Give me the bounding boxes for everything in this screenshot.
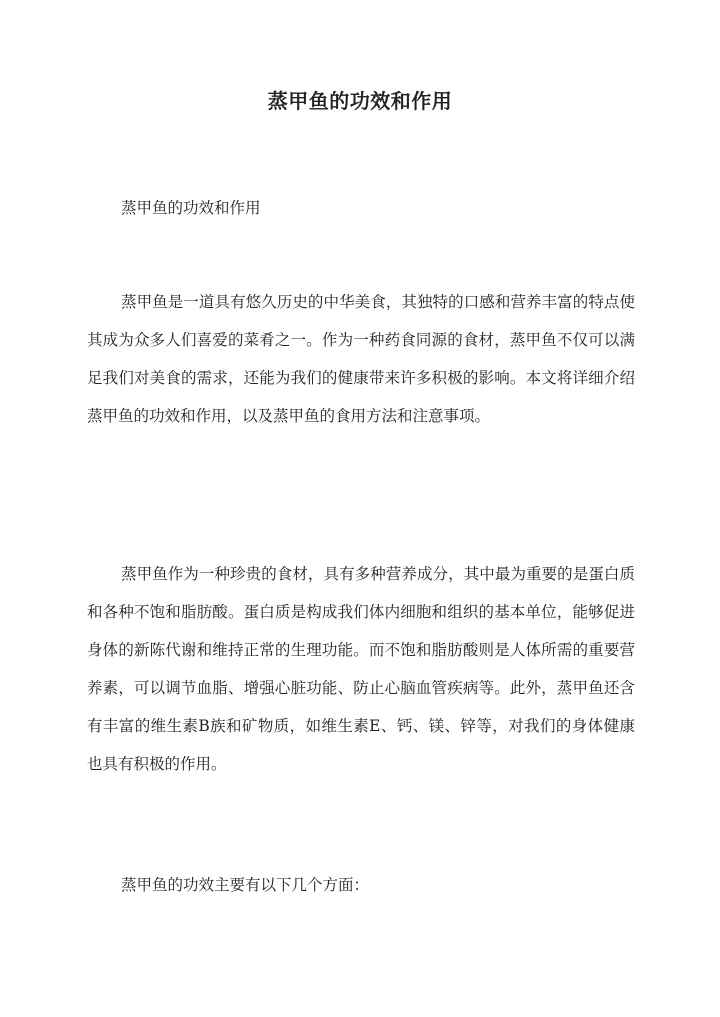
- nutrition-paragraph: 蒸甲鱼作为一种珍贵的食材，具有多种营养成分，其中最为重要的是蛋白质和各种不饱和脂肪酸。蛋白质是构成我们体内细胞和组织的基本单位，能够促进身体的新陈代谢和维持正常的生理功能。而不饱和脂肪酸则是人体所需的重要营养素，可以调节血脂、增强心脏功能、防止心脑血管疾病等。此外，蒸甲鱼还含有丰富的维生素B族和矿物质，如维生素E、钙、镁、锌等，对我们的身体健康也具有积极的作用。: [87, 565, 635, 773]
- subtitle-paragraph: 蒸甲鱼的功效和作用: [121, 199, 261, 217]
- intro-paragraph: 蒸甲鱼是一道具有悠久历史的中华美食，其独特的口感和营养丰富的特点使其成为众多人们喜爱的菜肴之一。作为一种药食同源的食材，蒸甲鱼不仅可以满足我们对美食的需求，还能为我们的健康带来许多积极的影响。本文将详细介绍蒸甲鱼的功效和作用，以及蒸甲鱼的食用方法和注意事项。: [87, 293, 635, 425]
- document-title: 蒸甲鱼的功效和作用: [267, 89, 453, 113]
- benefits-intro-paragraph: 蒸甲鱼的功效主要有以下几个方面：: [121, 876, 370, 894]
